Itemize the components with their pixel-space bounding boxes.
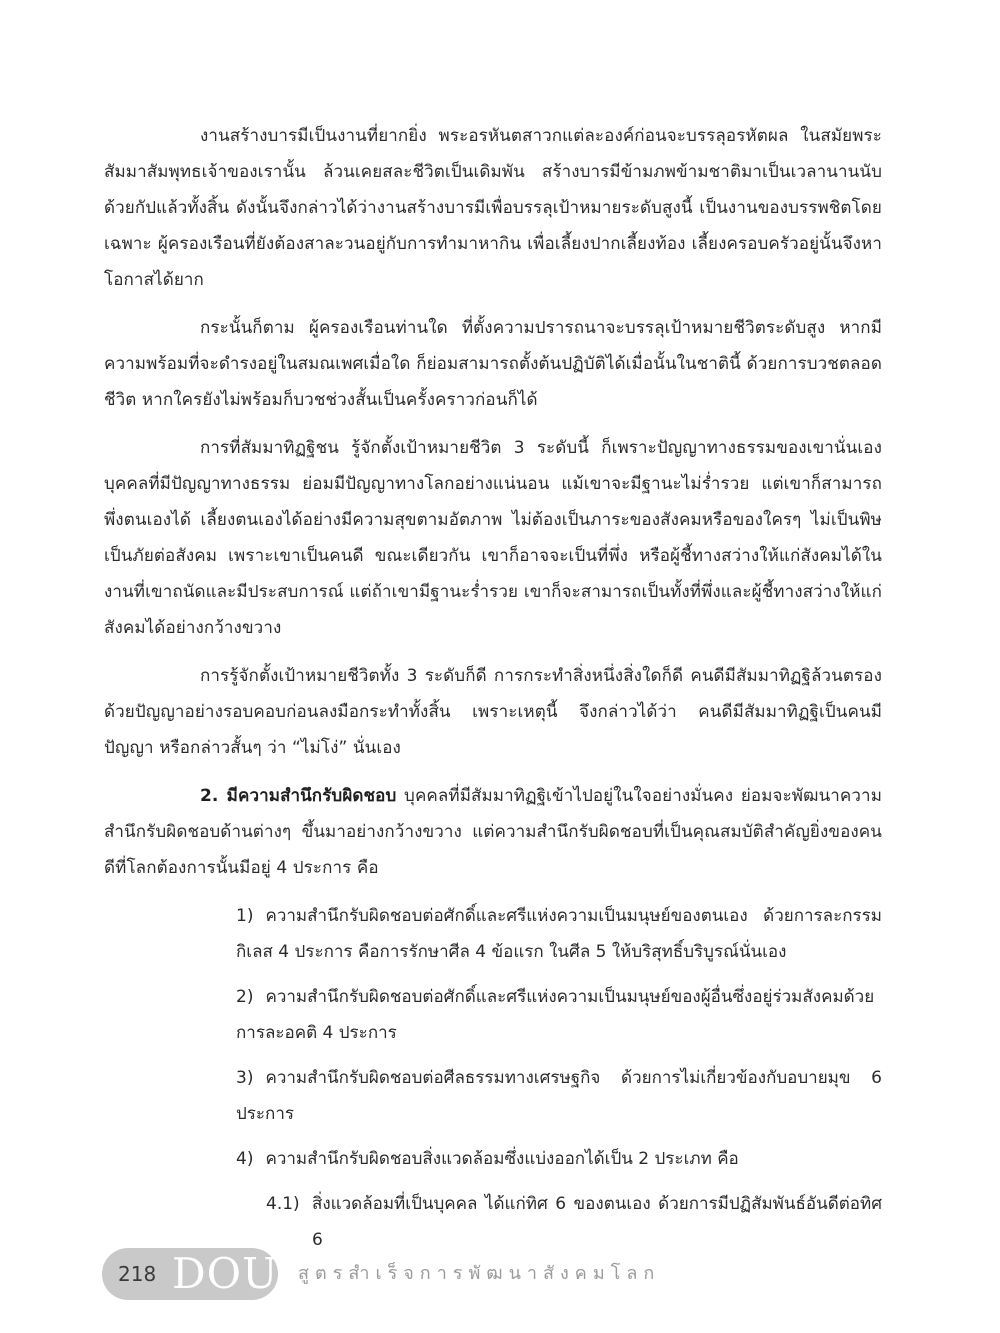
- footer-badge: [102, 1248, 278, 1300]
- list-item-text: ความสำนึกรับผิดชอบสิ่งแวดล้อมซึ่งแบ่งออกได้เป็น 2 ประเภท คือ: [265, 1149, 739, 1169]
- section-2-paragraph: [104, 778, 882, 886]
- list-item: [104, 1141, 882, 1177]
- page-content: [104, 118, 882, 1258]
- book-title: สูตรสำเร็จการพัฒนาสังคมโลก: [298, 1263, 661, 1284]
- paragraph-1: งานสร้างบารมีเป็นงานที่ยากยิ่ง พระอรหันตสาวกแต่ละองค์ก่อนจะบรรลุอรหัตผล ในสมัยพระสัมมาสัมพุทธเจ้าของเรานั้น ล้วนเคยสละชีวิตเป็นเดิมพัน สร้างบารมีข้ามภพข้ามชาติมาเป็นเวลานานนับด้วยกัปแล้วทั้งสิ้น ดังนั้นจึงกล่าวได้ว่างานสร้างบารมีเพื่อบรรลุเป้าหมายระดับสูงนี้ เป็นงานของบรรพชิตโดยเฉพาะ ผู้ครองเรือนที่ยังต้องสาละวนอยู่กับการทำมาหากิน เพื่อเลี้ยงปากเลี้ยงท้อง เลี้ยงครอบครัวอยู่นั้นจึงหาโอกาสได้ยาก: [104, 126, 882, 290]
- list-item-text: ความสำนึกรับผิดชอบต่อศีลธรรมทางเศรษฐกิจ ด้วยการไม่เกี่ยวข้องกับอบายมุข 6 ประการ: [236, 1068, 882, 1124]
- paragraph-4: การรู้จักตั้งเป้าหมายชีวิตทั้ง 3 ระดับก็ดี การกระทำสิ่งหนึ่งสิ่งใดก็ดี คนดีมีสัมมาทิฏฐิล้วนตรองด้วยปัญญาอย่างรอบคอบก่อนลงมือกระทำทั้งสิ้น เพราะเหตุนี้ จึงกล่าวได้ว่า คนดีมีสัมมาทิฏฐิเป็นคนมีปัญญา หรือกล่าวสั้นๆ ว่า “ไม่โง่” นั่นเอง: [104, 666, 882, 758]
- list-item: [104, 898, 882, 970]
- list-item-number: 4): [236, 1149, 254, 1169]
- paragraph-3: การที่สัมมาทิฏฐิชน รู้จักตั้งเป้าหมายชีวิต 3 ระดับนี้ ก็เพราะปัญญาทางธรรมของเขานั่นเอง บุคคลที่มีปัญญาทางธรรม ย่อมมีปัญญาทางโลกอย่างแน่นอน แม้เขาจะมีฐานะไม่ร่ำรวย แต่เขาก็สามารถพึ่งตนเองได้ เลี้ยงตนเองได้อย่างมีความสุขตามอัตภาพ ไม่ต้องเป็นภาระของสังคมหรือของใครๆ ไม่เป็นพิษเป็นภัยต่อสังคม เพราะเขาเป็นคนดี ขณะเดียวกัน เขาก็อาจจะเป็นที่พึ่ง หรือผู้ชี้ทางสว่างให้แก่สังคมได้ในงานที่เขาถนัดและมีประสบการณ์ แต่ถ้าเขามีฐานะร่ำรวย เขาก็จะสามารถเป็นทั้งที่พึ่งและผู้ชี้ทางสว่างให้แก่สังคมได้อย่างกว้างขวาง: [104, 438, 882, 638]
- dou-logo: DOU: [172, 1249, 279, 1298]
- list-item-number: 1): [236, 906, 254, 926]
- section-2-body: บุคคลที่มีสัมมาทิฏฐิเข้าไปอยู่ในใจอย่างมั่นคง ย่อมจะพัฒนาความสำนึกรับผิดชอบด้านต่างๆ ขึ้นมาอย่างกว้างขวาง แต่ความสำนึกรับผิดชอบที่เป็นคุณสมบัติสำคัญยิ่งของคนดีที่โลกต้องการนั้นมีอยู่ 4 ประการ คือ: [104, 786, 883, 878]
- page-number: 218: [118, 1262, 157, 1286]
- list-item-text: ความสำนึกรับผิดชอบต่อศักดิ์และศรีแห่งความเป็นมนุษย์ของผู้อื่นซึ่งอยู่ร่วมสังคมด้วยการละอคติ 4 ประการ: [236, 987, 875, 1043]
- page-footer: [102, 1248, 902, 1300]
- responsibility-list: [104, 898, 882, 1177]
- sub-list-item-number: 4.1): [266, 1194, 300, 1214]
- list-item-text: ความสำนึกรับผิดชอบต่อศักดิ์และศรีแห่งความเป็นมนุษย์ของตนเอง ด้วยการละกรรมกิเลส 4 ประการ คือการรักษาศีล 4 ข้อแรก ในศีล 5 ให้บริสุทธิ์บริบูรณ์นั่นเอง: [236, 906, 882, 962]
- list-item-number: 3): [236, 1068, 254, 1088]
- list-item: [104, 979, 882, 1051]
- sub-list-item-text: สิ่งแวดล้อมที่เป็นบุคคล ได้แก่ทิศ 6 ของตนเอง ด้วยการมีปฏิสัมพันธ์อันดีต่อทิศ 6: [312, 1194, 882, 1250]
- list-item: [104, 1060, 882, 1132]
- list-item-number: 2): [236, 987, 254, 1007]
- paragraph-2: กระนั้นก็ตาม ผู้ครองเรือนท่านใด ที่ตั้งความปรารถนาจะบรรลุเป้าหมายชีวิตระดับสูง หากมีความพร้อมที่จะดำรงอยู่ในสมณเพศเมื่อใด ก็ย่อมสามารถตั้งต้นปฏิบัติได้เมื่อนั้นในชาตินี้ ด้วยการบวชตลอดชีวิต หากใครยังไม่พร้อมก็บวชช่วงสั้นเป็นครั้งคราวก่อนก็ได้: [104, 318, 882, 410]
- section-2-heading: 2. มีความสำนึกรับผิดชอบ: [200, 786, 397, 806]
